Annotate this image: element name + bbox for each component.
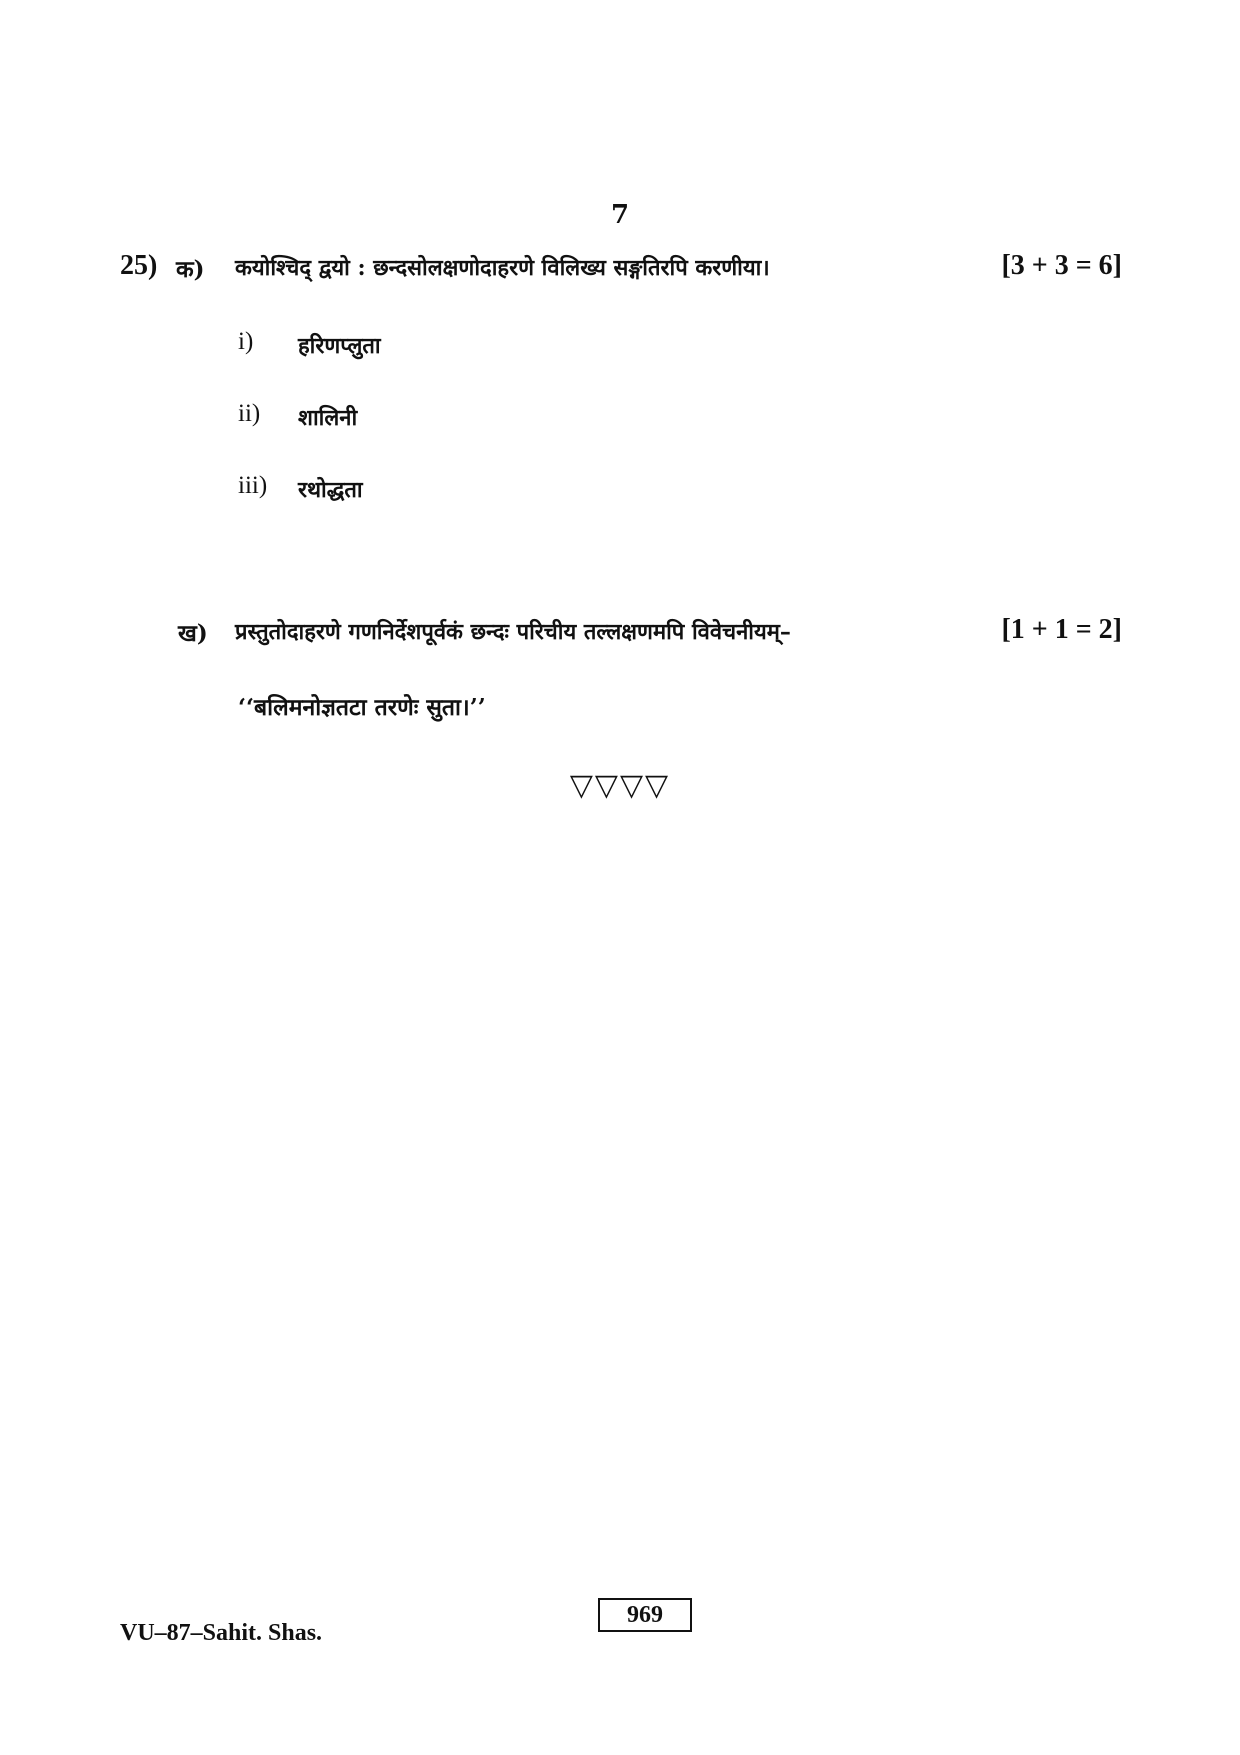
part-b-marks: [1 + 1 = 2] [1001,614,1122,645]
question-25-part-b [0,614,1240,658]
option-text: रथोद्धता [298,477,363,503]
question-number: 25) [120,250,158,281]
question-25-part-a [0,250,1240,294]
option-label: iii) [238,472,268,499]
part-a-marks: [3 + 3 = 6] [1001,250,1122,281]
option-text: शालिनी [298,405,358,431]
page-number: 7 [610,200,630,230]
part-b-label: ख) [178,620,208,647]
part-b-text: प्रस्तुतोदाहरणे गणनिर्देशपूर्वकं छन्दः परिचीय तल्लक्षणमपि विवेचनीयम्– [235,619,791,645]
paper-code: VU–87–Sahit. Shas. [120,1620,323,1646]
part-a-text: कयोश्चिद् द्वयो : छन्दसोलक्षणोदाहरणे विलिख्य सङ्गतिरपि करणीया। [235,255,770,281]
end-of-paper-marker: ▽▽▽▽ [569,768,671,803]
option-label: ii) [238,400,261,427]
option-text: हरिणप्लुता [298,333,381,359]
option-label: i) [238,328,254,355]
part-a-label: क) [176,256,205,283]
example-verse: ‘‘बलिमनोज्ञतटा तरणेः सुता।’’ [238,694,486,721]
page-code-box: 969 [598,1598,692,1632]
